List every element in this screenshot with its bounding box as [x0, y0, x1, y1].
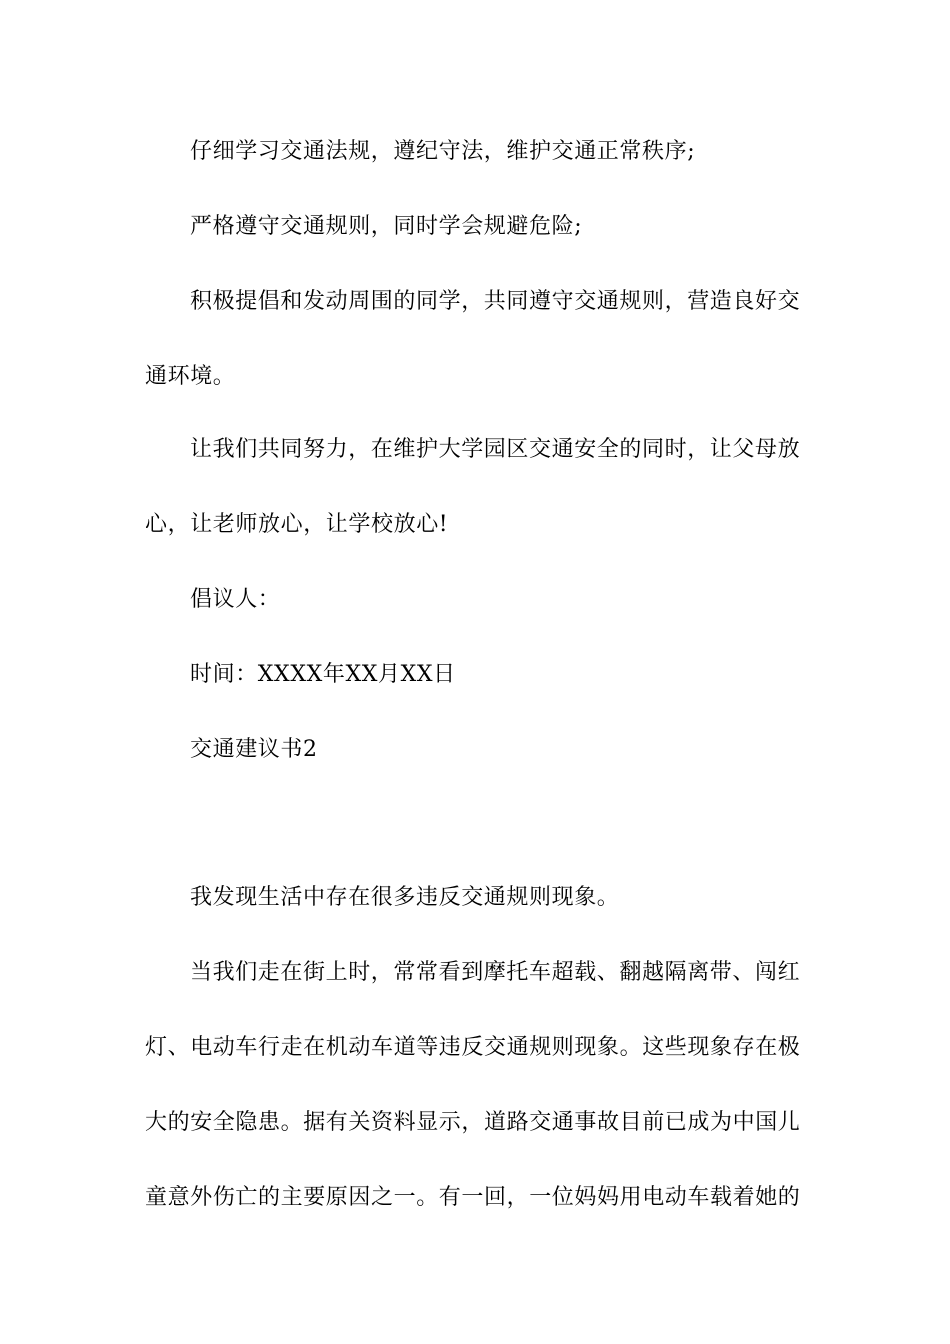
paragraph-line: 我发现生活中存在很多违反交通规则现象。: [190, 885, 620, 910]
paragraph-line: 严格遵守交通规则，同时学会规避危险;: [190, 214, 583, 239]
section-title: 交通建议书2: [190, 737, 318, 762]
paragraph-line: 当我们走在街上时，常常看到摩托车超载、翻越隔离带、闯红: [190, 960, 801, 985]
paragraph-line: 心，让老师放心，让学校放心!: [145, 512, 449, 537]
paragraph-line: 让我们共同努力，在维护大学园区交通安全的同时，让父母放: [190, 437, 801, 462]
paragraph-line: 大的安全隐患。据有关资料显示，道路交通事故目前已成为中国儿: [145, 1110, 801, 1135]
paragraph-line: 灯、电动车行走在机动车道等违反交通规则现象。这些现象存在极: [145, 1035, 801, 1060]
paragraph-line: 通环境。: [145, 364, 236, 389]
signature-label: 倡议人：: [190, 587, 281, 612]
paragraph-line: 童意外伤亡的主要原因之一。有一回，一位妈妈用电动车载着她的: [145, 1185, 801, 1210]
paragraph-line: 仔细学习交通法规，遵纪守法，维护交通正常秩序;: [190, 139, 696, 164]
date-line: 时间：XXXX年XX月XX日: [190, 662, 456, 687]
paragraph-line: 积极提倡和发动周围的同学，共同遵守交通规则，营造良好交: [190, 289, 801, 314]
